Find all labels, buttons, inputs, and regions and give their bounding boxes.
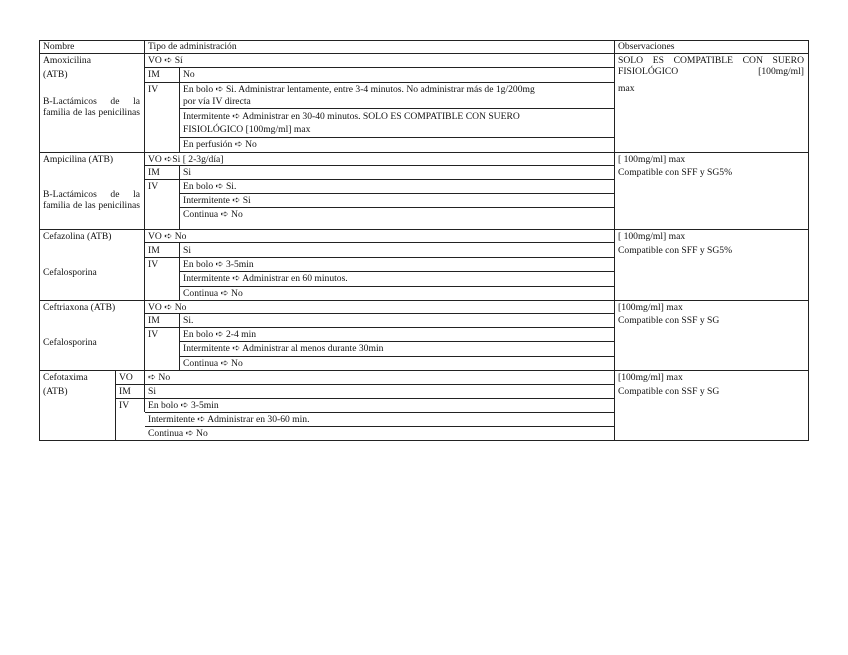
row-divider (180, 271, 615, 272)
route-vo-label: VO (119, 372, 133, 383)
row-divider (145, 327, 615, 328)
drug-name: Ceftriaxona (ATB) (43, 302, 116, 313)
row-divider (180, 193, 615, 194)
drug-name: Cefazolina (ATB) (43, 231, 112, 242)
observation: [100mg/ml] max (618, 372, 683, 383)
row-divider (145, 412, 615, 413)
route-im: Si (183, 245, 192, 256)
col-divider (179, 313, 180, 371)
table-border-left (39, 40, 40, 441)
row-divider (145, 82, 615, 83)
route-iv-label: IV (148, 84, 159, 95)
route-im-label: IM (148, 69, 160, 80)
drug-class: (ATB) (43, 386, 68, 397)
row-divider (145, 67, 615, 68)
route-iv-label: IV (119, 400, 130, 411)
drug-family: Cefalosporina (43, 267, 97, 278)
iv-intermitente: Intermitente ➪ Administrar en 30-60 min. (148, 414, 310, 425)
observation: [ 100mg/ml] max (618, 231, 686, 242)
col-divider (115, 370, 116, 441)
iv-continua: Continua ➪ No (183, 288, 243, 299)
header-nombre: Nombre (43, 41, 75, 52)
col-divider (179, 242, 180, 301)
row-divider (39, 229, 809, 230)
route-iv-label: IV (148, 329, 159, 340)
iv-bolo: En bolo ➪ Si. (183, 181, 237, 192)
iv-perfusion: En perfusión ➪ No (183, 139, 257, 150)
route-im-label: IM (148, 167, 160, 178)
row-divider (145, 179, 615, 180)
col-divider (179, 67, 180, 153)
row-divider (115, 384, 615, 385)
route-vo: VO ➪ No (148, 302, 187, 313)
table-border-bottom (39, 440, 809, 441)
row-divider (180, 137, 615, 138)
route-im: No (183, 69, 195, 80)
row-divider (145, 242, 615, 243)
observation-cont: Compatible con SSF y SG (618, 315, 720, 326)
drug-family: B-Lactámicos de la familia de las penicilinas (43, 189, 140, 211)
iv-intermitente-cont: FISIOLÓGICO [100mg/ml] max (183, 124, 311, 135)
observation: [100mg/ml] max (618, 302, 683, 313)
row-divider (145, 313, 615, 314)
iv-bolo-cont: por vía IV directa (183, 96, 251, 107)
iv-bolo: En bolo ➪ 2-4 min (183, 329, 257, 340)
table-border-right (808, 40, 809, 441)
col-divider (614, 40, 615, 441)
route-iv-label: IV (148, 259, 159, 270)
route-im: Si. (183, 315, 194, 326)
row-divider (180, 341, 615, 342)
route-im-label: IM (119, 386, 131, 397)
row-divider (145, 426, 615, 427)
route-iv-label: IV (148, 181, 159, 192)
drug-class: (ATB) (43, 69, 68, 80)
drug-name: Ampicilina (ATB) (43, 154, 114, 165)
iv-continua: Continua ➪ No (183, 209, 243, 220)
observation-cont: max (618, 83, 635, 94)
row-divider (115, 398, 615, 399)
route-im: Si (148, 386, 157, 397)
drug-family: B-Lactámicos de la familia de las penicilinas (43, 96, 140, 118)
row-divider (180, 356, 615, 357)
drug-family: Cefalosporina (43, 337, 97, 348)
route-im: Si (183, 167, 192, 178)
iv-bolo: En bolo ➪ 3-5min (183, 259, 254, 270)
route-im-label: IM (148, 245, 160, 256)
row-divider (39, 53, 809, 54)
iv-continua: Continua ➪ No (148, 428, 208, 439)
row-divider (39, 300, 809, 301)
row-divider (180, 207, 615, 208)
col-divider (179, 165, 180, 230)
row-divider (39, 370, 809, 371)
iv-intermitente: Intermitente ➪ Si (183, 195, 251, 206)
header-observaciones: Observaciones (618, 41, 675, 52)
header-tipo: Tipo de administración (148, 41, 237, 52)
iv-continua: Continua ➪ No (183, 358, 243, 369)
route-vo: VO ➪ No (148, 231, 187, 242)
col-divider (144, 40, 145, 371)
route-im-label: IM (148, 315, 160, 326)
drug-name: Cefotaxima (43, 372, 88, 383)
iv-intermitente: Intermitente ➪ Administrar en 60 minutos. (183, 273, 348, 284)
row-divider (145, 257, 615, 258)
observation-cont: Compatible con SFF y SG5% (618, 167, 733, 178)
iv-bolo: En bolo ➪ 3-5min (148, 400, 219, 411)
observation-cont: Compatible con SFF y SG5% (618, 245, 733, 256)
observation-cont: Compatible con SSF y SG (618, 386, 720, 397)
iv-bolo: En bolo ➪ Si. Administrar lentamente, entre 3-4 minutos. No administrar más de 1g/200mg (183, 84, 535, 95)
route-vo: VO ➪Si [ 2-3g/día] (148, 154, 224, 165)
row-divider (180, 108, 615, 109)
row-divider (39, 152, 809, 153)
observation: [ 100mg/ml] max (618, 154, 686, 165)
route-vo: ➪ No (148, 372, 171, 383)
row-divider (145, 165, 615, 166)
iv-intermitente: Intermitente ➪ Administrar en 30-40 minutos. SOLO ES COMPATIBLE CON SUERO (183, 111, 520, 122)
route-vo: VO ➪ Sí (148, 55, 183, 66)
row-divider (180, 286, 615, 287)
observation: SOLO ES COMPATIBLE CON SUERO FISIOLÓGICO [100mg/ml] (618, 55, 804, 77)
col-divider (144, 370, 145, 412)
iv-intermitente: Intermitente ➪ Administrar al menos durante 30min (183, 343, 384, 354)
drug-name: Amoxicilina (43, 55, 91, 66)
